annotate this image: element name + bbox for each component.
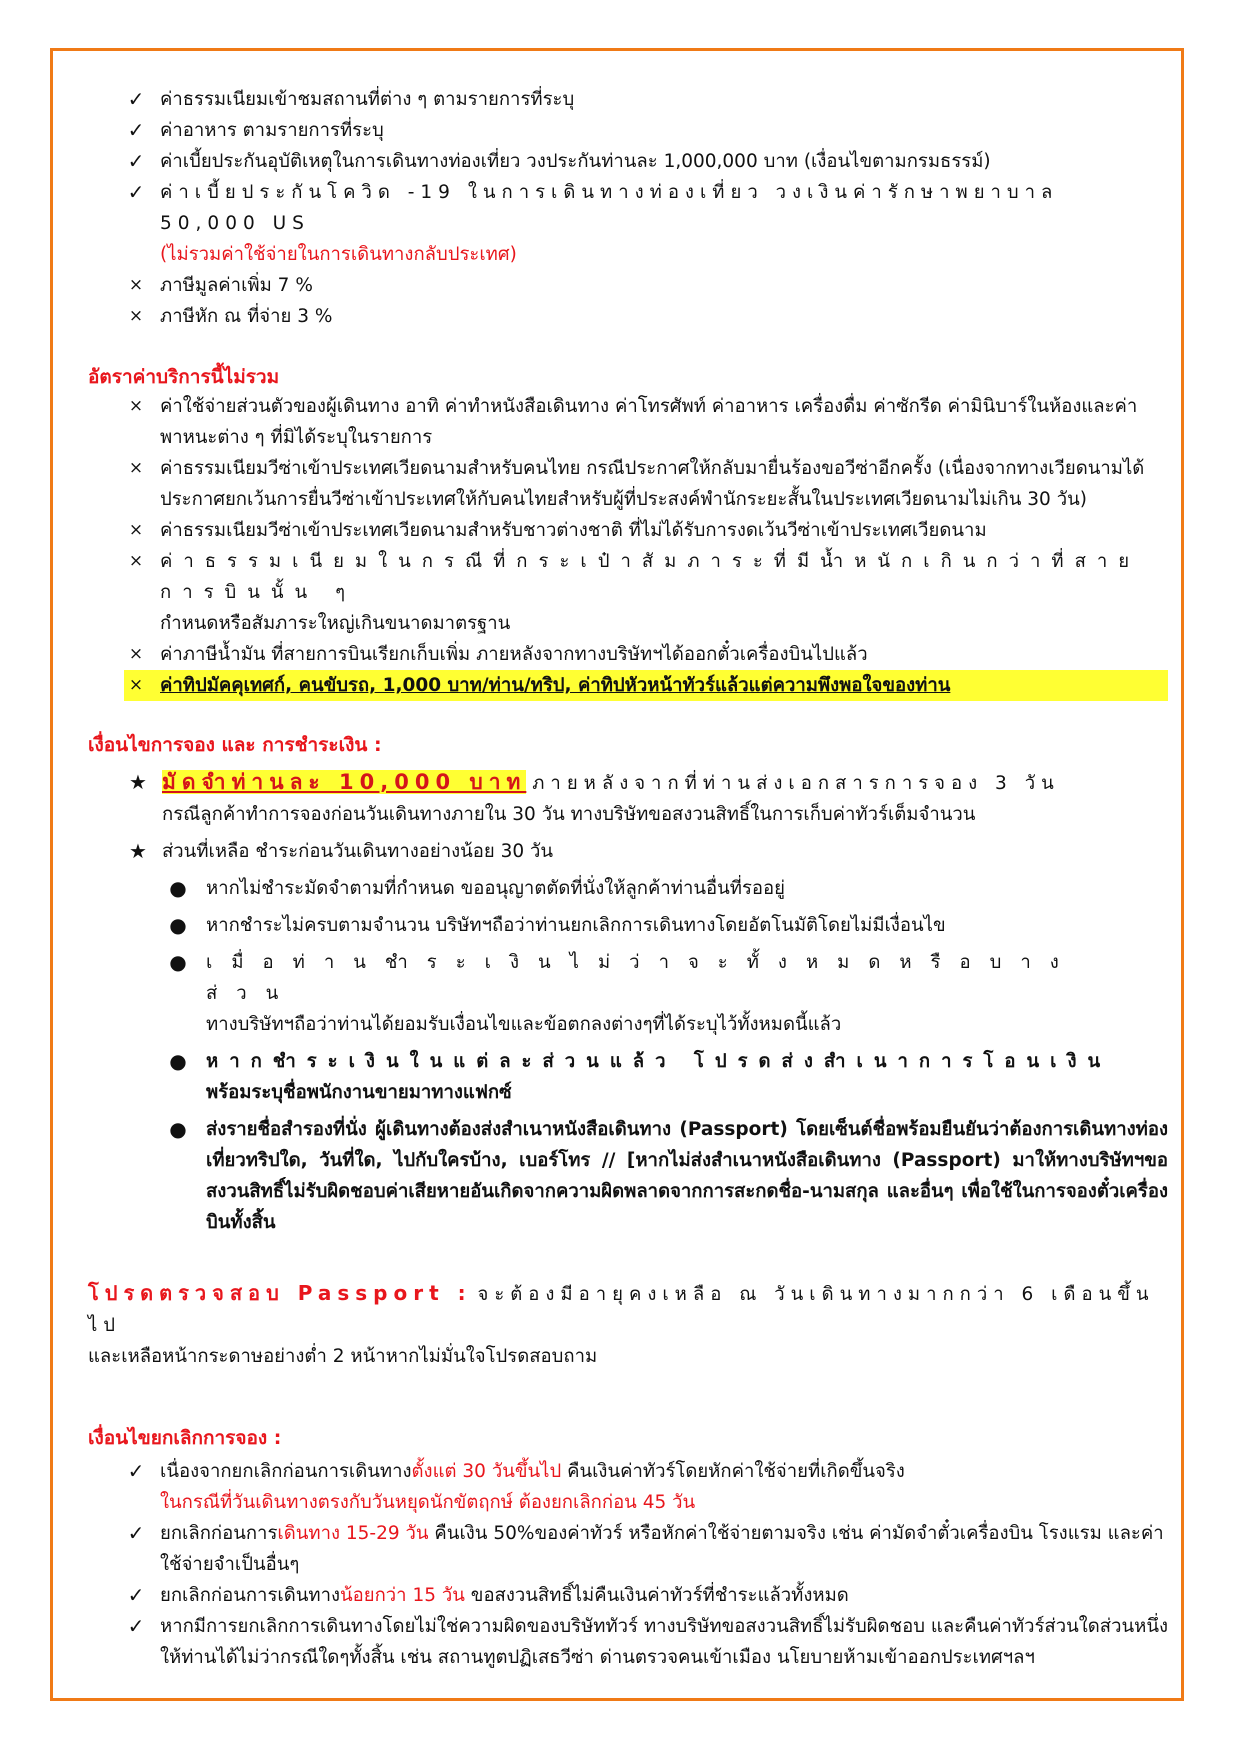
covid-insurance-text: ค่าเบี้ยประกันโควิด -19 ในการเดินทางท่องเที่ยว วงเงินค่ารักษาพยาบาล 50,000 US	[160, 182, 1059, 234]
included-item: ✓ ค่าเบี้ยประกันอุบัติเหตุในการเดินทางท่องเที่ยว วงประกันท่านละ 1,000,000 บาท (เงื่อนไขตามกรมธรรม์)	[88, 146, 1168, 177]
check-icon: ✓	[127, 87, 145, 111]
cross-icon: ×	[128, 551, 144, 571]
cancel-heading: เงื่อนไขยกเลิกการจอง :	[88, 1427, 282, 1449]
passport-note: โปรดตรวจสอบ Passport : จะต้องมีอายุคงเหลือ ณ วันเดินทางมากกว่า 6 เดือนขึ้นไป และเหลือหน้ากระดาษอย่างต่ำ 2 หน้าหากไม่มั่นใจโปรดสอบถาม	[88, 1281, 1155, 1367]
check-icon: ✓	[127, 149, 145, 173]
cross-icon: ×	[128, 458, 144, 478]
cross-icon: ×	[128, 644, 144, 664]
booking-bold-item: ● ส่งรายชื่อสำรองที่นั่ง ผู้เดินทางต้องส่งสำเนาหนังสือเดินทาง (Passport) โดยเซ็นต์ชื่อพร้อมยืนยันว่าต้องการเดินทางท่องเที่ยวทริปใด, วันที่ใด, ไปกับใครบ้าง, เบอร์โทร // [หากไม่ส่งสำเนาหนังสือเดินทาง (Passport) มาให้ทางบริษัทฯขอสงวนสิทธิ์ไม่รับผิดชอบค่าเสียหายอันเกิดจากความผิดพลาดจากการสะกดชื่อ-นามสกุล และอื่นๆ เพื่อใช้ในการจองตั๋วเครื่องบินทั้งสิ้น	[88, 1114, 1168, 1238]
excluded-item: × ค่าใช้จ่ายส่วนตัวของผู้เดินทาง อาทิ ค่าทำหนังสือเดินทาง ค่าโทรศัพท์ ค่าอาหาร เครื่องดื่ม ค่าซักรีด ค่ามินิบาร์ในห้องและค่าพาหนะต่าง ๆ ที่มิได้ระบุในรายการ	[88, 391, 1168, 453]
cross-icon: ×	[128, 675, 144, 695]
booking-sub-item: ● หากไม่ชำระมัดจำตามที่กำหนด ขออนุญาตตัดที่นั่งให้ลูกค้าท่านอื่นที่รออยู่	[88, 873, 1168, 904]
booking-heading: เงื่อนไขการจอง และ การชำระเงิน :	[88, 734, 382, 756]
bullet-icon: ●	[169, 1049, 187, 1073]
cancel-item: ✓ ยกเลิกก่อนการเดินทาง 15-29 วัน คืนเงิน 50%ของค่าทัวร์ หรือหักค่าใช้จ่ายตามจริง เช่น ค่ามัดจำตั๋วเครื่องบิน โรงแรม และค่าใช้จ่ายจำเป็นอื่นๆ	[88, 1518, 1168, 1580]
excluded-item: × ค่าธรรมเนียมวีซ่าเข้าประเทศเวียดนามสำหรับชาวต่างชาติ ที่ไม่ได้รับการงดเว้นวีซ่าเข้าประเทศเวียดนาม	[88, 515, 1168, 546]
tips-text: ค่าทิปมัคคุเทศก์, คนขับรถ, 1,000 บาท/ท่าน/ทริป, ค่าทิปหัวหน้าทัวร์แล้วแต่ความพึงพอใจของท่าน	[160, 675, 951, 696]
check-icon: ✓	[127, 118, 145, 142]
star-icon: ★	[129, 839, 147, 863]
included-item: ✓ ค่าธรรมเนียมเข้าชมสถานที่ต่าง ๆ ตามรายการที่ระบุ	[88, 84, 1168, 115]
tax-list	[88, 270, 1168, 332]
tax-item: × ภาษีหัก ณ ที่จ่าย 3 %	[88, 301, 1168, 332]
booking-sub-item: ● หากชำระไม่ครบตามจำนวน บริษัทฯถือว่าท่านยกเลิกการเดินทางโดยอัตโนมัติโดยไม่มีเงื่อนไข	[88, 910, 1168, 941]
excluded-item-tips	[124, 670, 1168, 701]
included-item	[88, 177, 1168, 270]
check-icon: ✓	[127, 1521, 145, 1545]
cross-icon: ×	[128, 306, 144, 326]
excluded-item: × ค่าธรรมเนียมในกรณีที่กระเป๋าสัมภาระที่มีน้ำหนักเกินกว่าที่สายการบินนั้น ๆ กำหนดหรือสัมภาระใหญ่เกินขนาดมาตรฐาน	[88, 546, 1168, 639]
excluded-heading: อัตราค่าบริการนี้ไม่รวม	[88, 366, 280, 388]
bullet-icon: ●	[169, 876, 187, 900]
deposit-rest: ภายหลังจากที่ท่านส่งเอกสารการจอง 3 วัน	[532, 773, 1060, 794]
passport-label: โปรดตรวจสอบ Passport :	[88, 1281, 472, 1305]
star-icon: ★	[129, 770, 147, 794]
excluded-list	[88, 391, 1168, 701]
booking-sub-item: ● เมื่อท่านชำระเงินไม่ว่าจะทั้งหมดหรือบางส่วน ทางบริษัทฯถือว่าท่านได้ยอมรับเงื่อนไขและข้อตกลงต่างๆที่ได้ระบุไว้ทั้งหมดนี้แล้ว	[88, 947, 1168, 1040]
booking-bold-item: ● หากชำระเงินในแต่ละส่วนแล้ว โปรดส่งสำเนาการโอนเงิน พร้อมระบุชื่อพนักงานขายมาทางแฟกซ์	[88, 1046, 1168, 1108]
remaining-item: ★ ส่วนที่เหลือ ชำระก่อนวันเดินทางอย่างน้อย 30 วัน	[88, 836, 1168, 867]
check-icon: ✓	[127, 1614, 145, 1638]
deposit-label: มัดจำท่านละ 10,000 บาท	[162, 770, 527, 794]
covid-insurance-note: (ไม่รวมค่าใช้จ่ายในการเดินทางกลับประเทศ)	[160, 244, 517, 265]
cancel-item: ✓ เนื่องจากยกเลิกก่อนการเดินทางตั้งแต่ 30 วันขึ้นไป คืนเงินค่าทัวร์โดยหักค่าใช้จ่ายที่เกิดขึ้นจริง ในกรณีที่วันเดินทางตรงกับวันหยุดนักขัตฤกษ์ ต้องยกเลิกก่อน 45 วัน	[88, 1456, 1168, 1518]
bullet-icon: ●	[169, 950, 187, 974]
check-icon: ✓	[127, 1459, 145, 1483]
included-list	[88, 84, 1168, 270]
cross-icon: ×	[128, 520, 144, 540]
bullet-icon: ●	[169, 913, 187, 937]
excluded-item: × ค่าธรรมเนียมวีซ่าเข้าประเทศเวียดนามสำหรับคนไทย กรณีประกาศให้กลับมายื่นร้องขอวีซ่าอีกครั้ง (เนื่องจากทางเวียดนามได้ประกาศยกเว้นการยื่นวีซ่าเข้าประเทศให้กับคนไทยสำหรับผู้ที่ประสงค์พำนักระยะสั้นในประเทศเวียดนามไม่เกิน 30 วัน)	[88, 453, 1168, 515]
excluded-item: × ค่าภาษีน้ำมัน ที่สายการบินเรียกเก็บเพิ่ม ภายหลังจากทางบริษัทฯได้ออกตั๋วเครื่องบินไปแล้ว	[88, 639, 1168, 670]
document-content	[88, 84, 1168, 1673]
check-icon: ✓	[127, 180, 145, 204]
check-icon: ✓	[127, 1583, 145, 1607]
cancel-item: ✓ ยกเลิกก่อนการเดินทางน้อยกว่า 15 วัน ขอสงวนสิทธิ์ไม่คืนเงินค่าทัวร์ที่ชำระแล้วทั้งหมด	[88, 1580, 1168, 1611]
included-item: ✓ ค่าอาหาร ตามรายการที่ระบุ	[88, 115, 1168, 146]
cross-icon: ×	[128, 396, 144, 416]
deposit-item: ★ มัดจำท่านละ 10,000 บาท ภายหลังจากที่ท่านส่งเอกสารการจอง 3 วัน กรณีลูกค้าทำการจองก่อนวันเดินทางภายใน 30 วัน ทางบริษัทขอสงวนสิทธิ์ในการเก็บค่าทัวร์เต็มจำนวน	[88, 767, 1168, 830]
booking-list	[88, 767, 1168, 867]
booking-bold-list	[88, 1046, 1168, 1238]
cross-icon: ×	[128, 275, 144, 295]
cancel-item: ✓ หากมีการยกเลิกการเดินทางโดยไม่ใช่ความผิดของบริษัททัวร์ ทางบริษัทขอสงวนสิทธิ์ไม่รับผิดชอบ และคืนค่าทัวร์ส่วนใดส่วนหนึ่งให้ท่านได้ไม่ว่ากรณีใดๆทั้งสิ้น เช่น สถานทูตปฏิเสธวีซ่า ด่านตรวจคนเข้าเมือง นโยบายห้ามเข้าออกประเทศฯลฯ	[88, 1611, 1168, 1673]
bullet-icon: ●	[169, 1117, 187, 1141]
booking-sub-list	[88, 873, 1168, 1040]
cancel-list	[88, 1456, 1168, 1673]
tax-item: × ภาษีมูลค่าเพิ่ม 7 %	[88, 270, 1168, 301]
